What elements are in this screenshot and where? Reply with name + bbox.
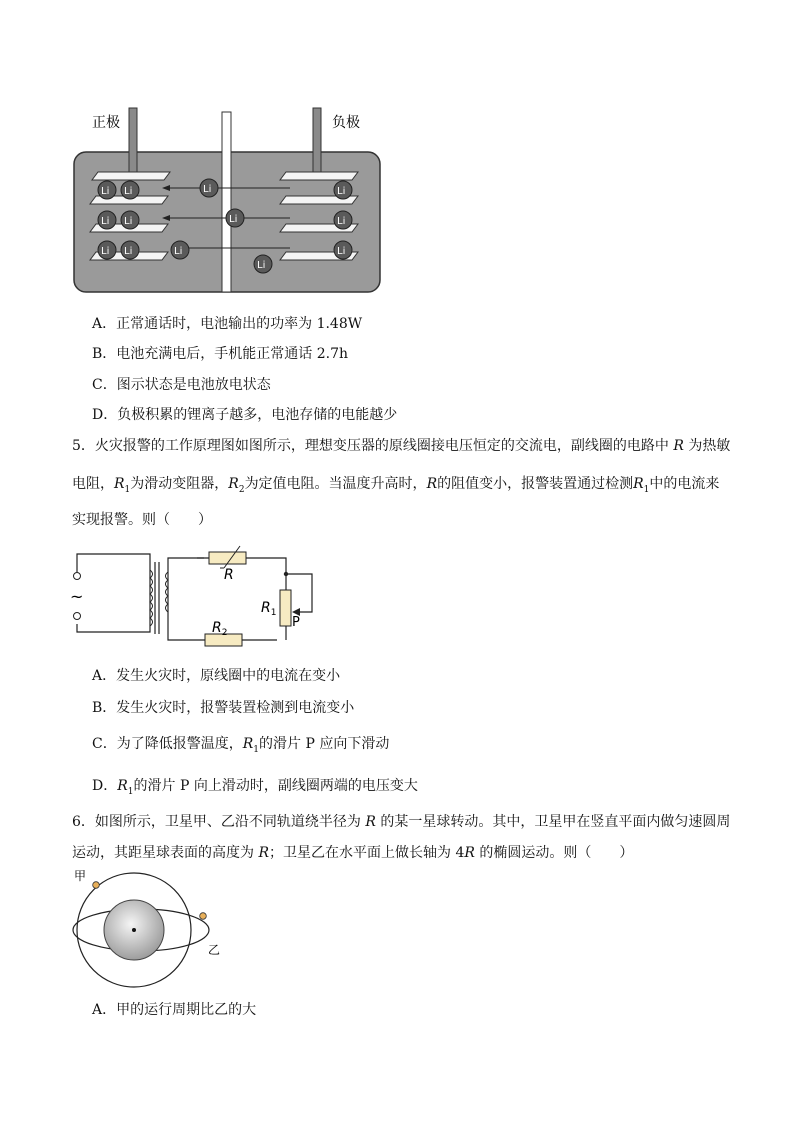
lithium-ion-label: Li — [101, 246, 110, 257]
lithium-battery-figure — [70, 100, 390, 300]
transformer-circuit-figure — [64, 544, 334, 654]
satellite-yi — [200, 913, 207, 920]
ac-symbol: ~ — [70, 587, 84, 606]
negative-label: 负极 — [332, 115, 360, 131]
lithium-ion-label: Li — [101, 216, 110, 227]
q5-option-b[interactable]: B．发生火灾时，报警装置检测到电流变小 — [92, 700, 355, 716]
positive-electrode-rod — [129, 108, 137, 172]
r2-label: $R_2$ — [212, 620, 228, 638]
label-jia: 甲 — [74, 869, 87, 883]
satellite-orbit-figure — [66, 868, 236, 990]
lithium-ion-label: Li — [124, 246, 133, 257]
q4-option-a[interactable]: A．正常通话时，电池输出的功率为 1.48W — [92, 316, 363, 332]
positive-label: 正极 — [92, 115, 120, 131]
lithium-ion-label: Li — [203, 184, 212, 195]
lithium-ion-label: Li — [101, 186, 110, 197]
q5-stem-line3: 实现报警。则（ ） — [72, 512, 212, 528]
lithium-ion-label: Li — [337, 186, 346, 197]
separator — [222, 112, 231, 292]
ac-terminal-bottom — [74, 613, 81, 620]
q6-stem-line2: 运动，其距星球表面的高度为 R；卫星乙在水平面上做长轴为 4R 的椭圆运动。则（ ） — [72, 845, 634, 861]
lithium-ion-label: Li — [124, 186, 133, 197]
thermistor-label: R — [224, 567, 234, 583]
q4-option-c[interactable]: C．图示状态是电池放电状态 — [92, 377, 271, 393]
q6-option-a[interactable]: A．甲的运行周期比乙的大 — [92, 1002, 257, 1018]
r1-label: $R_1$ — [261, 600, 277, 618]
planet-center — [132, 928, 136, 932]
satellite-jia — [93, 882, 100, 889]
slider-p-label: P — [292, 615, 300, 630]
lithium-ion-label: Li — [124, 216, 133, 227]
ac-terminal-top — [74, 573, 81, 580]
lithium-ion-label: Li — [337, 216, 346, 227]
q5-option-d[interactable]: D．$R_1$的滑片 P 向上滑动时，副线圈两端的电压变大 — [92, 778, 418, 797]
negative-electrode-rod — [313, 108, 321, 172]
lithium-ion-label: Li — [174, 246, 183, 257]
q4-option-b[interactable]: B．电池充满电后，手机能正常通话 2.7h — [92, 346, 349, 362]
lithium-ion-label: Li — [229, 214, 238, 225]
q4-option-d[interactable]: D．负极积累的锂离子越多，电池存储的电能越少 — [92, 407, 398, 423]
q5-stem-line2: 电阻，$R_1$为滑动变阻器，$R_2$为定值电阻。当温度升高时，R的阻值变小，报警装置通过检测$R_1$中的电流来 — [72, 476, 720, 495]
q5-stem-line1: 5．火灾报警的工作原理图如图所示，理想变压器的原线圈接电压恒定的交流电，副线圈的电路中 R 为热敏 — [72, 438, 731, 454]
lithium-ion-label: Li — [337, 246, 346, 257]
q5-option-c[interactable]: C．为了降低报警温度，$R_1$的滑片 P 应向下滑动 — [92, 736, 390, 755]
rheostat-r1 — [280, 590, 291, 626]
lithium-ion-label: Li — [257, 260, 266, 271]
thermistor-r — [209, 552, 246, 564]
q6-stem-line1: 6．如图所示，卫星甲、乙沿不同轨道绕半径为 R 的某一星球转动。其中，卫星甲在竖直平面内做匀速圆周 — [72, 814, 731, 830]
q5-option-a[interactable]: A．发生火灾时，原线圈中的电流在变小 — [92, 668, 341, 684]
label-yi: 乙 — [208, 943, 221, 957]
